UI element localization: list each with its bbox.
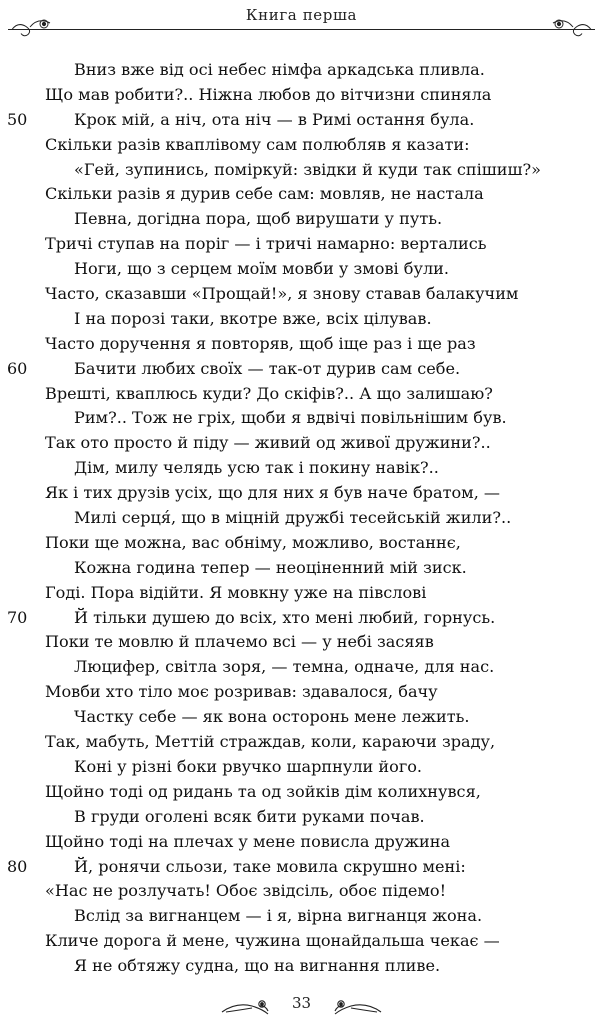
verse-text: Крок мій, а ніч, ота ніч — в Римі остання була. — [74, 109, 475, 129]
verse-text: Мовби хто тіло моє розривав: здавалося, бачу — [45, 682, 438, 702]
verse-text: Тричі ступав на поріг — і тричі намарно: вертались — [45, 234, 487, 254]
verse-line — [0, 332, 603, 357]
verse-text: Що мав робити?.. Ніжна любов до вітчизни спиняла — [45, 84, 492, 104]
verse-line — [0, 705, 603, 730]
verse-text: Бачити любих своїх — так-от дурив сам себе. — [74, 358, 461, 378]
verse-line — [0, 431, 603, 456]
verse-line — [0, 929, 603, 954]
verse-line — [0, 581, 603, 606]
book-title: Книга перша — [245, 6, 358, 24]
verse-line — [0, 904, 603, 929]
verse-text: Щойно тоді од ридань та од зойків дім колихнувся, — [45, 781, 481, 801]
verse-text: Годі. Пора відійти. Я мовкну уже на півслові — [45, 582, 427, 602]
verse-line — [0, 207, 603, 232]
line-number: 80 — [7, 856, 28, 876]
verse-line — [0, 357, 603, 382]
verse-line — [0, 954, 603, 979]
verse-line — [0, 456, 603, 481]
verse-text: Дім, милу челядь усю так і покину навік?.. — [74, 458, 439, 478]
verse-text: Милі серця́, що в міцній дружбі тесейській жили?.. — [74, 508, 512, 528]
verse-text: Рим?.. Тож не гріх, щоби я вдвічі повільнішим був. — [74, 408, 507, 428]
verse-text: Вслід за вигнанцем — і я, вірна вигнанця жона. — [74, 906, 483, 926]
verse-text: Так ото просто й піду — живий од живої дружини?.. — [45, 433, 491, 453]
verse-text: Кличе дорога й мене, чужина щонайдальша чекає — — [45, 931, 500, 951]
verse-text: В груди оголені всяк бити руками почав. — [74, 806, 425, 826]
verse-line — [0, 307, 603, 332]
verse-line — [0, 406, 603, 431]
verse-text: Як і тих друзів усіх, що для них я був наче братом, — — [45, 483, 501, 503]
verse-text: «Нас не розлучать! Обоє звідсіль, обоє підемо! — [45, 881, 447, 901]
verse-line — [0, 556, 603, 581]
verse-line — [0, 879, 603, 904]
verse-text: Часто, сказавши «Прощай!», я знову ставав балакучим — [45, 284, 519, 304]
verse-text: Часто доручення я повторяв, щоб іще раз і ще раз — [45, 333, 476, 353]
verse-text: Ноги, що з серцем моїм мовби у змові були. — [74, 259, 450, 279]
verse-line — [0, 655, 603, 680]
verse-text: І на порозі таки, вкотре вже, всіх цілував. — [74, 308, 432, 328]
verse-line — [0, 108, 603, 133]
verse-line — [0, 481, 603, 506]
verse-text: «Гей, зупинись, поміркуй: звідки й куди так спішиш?» — [74, 159, 541, 179]
verse-line — [0, 158, 603, 183]
verse-text: Щойно тоді на плечах у мене повисла дружина — [45, 831, 451, 851]
verse-text: Коні у різні боки рвучко шарпнули його. — [74, 756, 423, 776]
verse-text: Й, ронячи сльози, таке мовила скрушно мені: — [74, 856, 466, 876]
verse-line — [0, 805, 603, 830]
verse-text: Вниз вже від осі небес німфа аркадська пливла. — [74, 60, 485, 79]
verse-text: Я не обтяжу судна, що на вигнання пливе. — [74, 956, 441, 976]
page-number: 33 — [291, 994, 312, 1012]
line-number: 60 — [7, 358, 28, 378]
line-number: 50 — [7, 109, 28, 129]
running-header — [0, 6, 603, 36]
verse-text: Врешті, кваплюсь куди? До скіфів?.. А що залишаю? — [45, 383, 493, 403]
verse-text: Й тільки душею до всіх, хто мені любий, горнусь. — [74, 607, 496, 627]
verse-text: Люцифер, світла зоря, — темна, одначе, для нас. — [74, 657, 495, 677]
verse-text: Так, мабуть, Меттій страждав, коли, караючи зраду, — [45, 732, 496, 752]
verse-line — [0, 382, 603, 407]
verse-line — [0, 830, 603, 855]
verse-line — [0, 58, 603, 83]
verse-line — [0, 855, 603, 880]
poem-text — [0, 58, 603, 979]
verse-text: Скільки разів я дурив себе сам: мовляв, не настала — [45, 184, 484, 204]
verse-line — [0, 133, 603, 158]
verse-line — [0, 506, 603, 531]
verse-line — [0, 232, 603, 257]
verse-line — [0, 730, 603, 755]
verse-text: Поки те мовлю й плачемо всі — у небі засяяв — [45, 632, 434, 652]
verse-text: Скільки разів кваплівому сам полюбляв я казати: — [45, 134, 470, 154]
verse-text: Певна, догідна пора, щоб вирушати у путь. — [74, 209, 443, 229]
verse-text: Поки ще можна, вас обніму, можливо, востаннє, — [45, 532, 461, 552]
verse-line — [0, 282, 603, 307]
verse-line — [0, 531, 603, 556]
page-footer — [0, 994, 603, 1020]
verse-line — [0, 257, 603, 282]
verse-line — [0, 606, 603, 631]
line-number: 70 — [7, 607, 28, 627]
verse-line — [0, 630, 603, 655]
verse-line — [0, 83, 603, 108]
verse-line — [0, 182, 603, 207]
verse-line — [0, 780, 603, 805]
verse-text: Частку себе — як вона осторонь мене лежить. — [74, 707, 470, 727]
verse-line — [0, 680, 603, 705]
verse-line — [0, 755, 603, 780]
verse-text: Кожна година тепер — неоціненний мій зиск. — [74, 557, 467, 577]
